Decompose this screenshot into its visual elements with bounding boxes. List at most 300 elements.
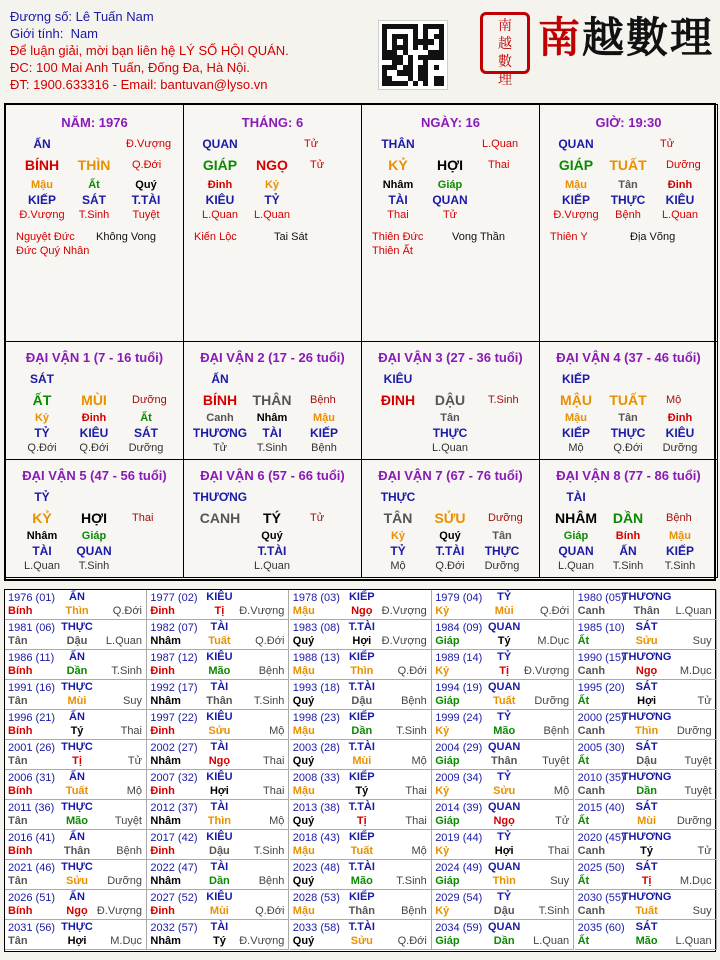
year-state: Mộ <box>411 755 427 767</box>
luck-state: Thai <box>132 512 154 524</box>
year-god: THỰC <box>61 861 93 873</box>
pillar-title: THÁNG: 6 <box>241 115 304 130</box>
year-god: THƯƠNG <box>621 891 672 903</box>
year-label: 2010 (35) <box>577 772 625 784</box>
year-cell <box>5 860 147 890</box>
year-god: T.TÀI <box>348 801 375 813</box>
pillar-cell <box>183 104 362 342</box>
year-god: QUAN <box>487 861 521 873</box>
hidden-state: T.Sinh <box>78 209 110 221</box>
luck-god: TÀI <box>566 490 586 504</box>
luck-god: THƯƠNG <box>192 490 248 504</box>
year-state: L.Quan <box>105 635 142 647</box>
year-cell <box>147 680 289 710</box>
year-stem: Đinh <box>150 605 175 617</box>
year-state: Đ.Vượng <box>239 605 285 617</box>
year-state: Bệnh <box>258 875 285 887</box>
year-branch: Mùi <box>67 695 87 707</box>
year-state: Mộ <box>269 815 285 827</box>
pillar-title: NĂM: 1976 <box>61 115 128 130</box>
year-cell <box>575 710 717 740</box>
year-stem: Quý <box>292 875 315 887</box>
year-state: Đ.Vượng <box>239 935 285 947</box>
year-branch: Mùi <box>352 755 372 767</box>
pillar-title: NGÀY: 16 <box>421 115 480 130</box>
year-stem: Nhâm <box>150 935 181 947</box>
year-cell <box>575 770 717 800</box>
year-label: 1980 (05) <box>577 592 625 604</box>
luck-hidden-god: QUAN <box>76 544 112 558</box>
year-state: Thai <box>547 845 570 857</box>
year-branch: Dần <box>493 935 515 947</box>
year-stem: Kỷ <box>435 725 450 737</box>
luck-hidden-stem: Tân <box>618 412 638 424</box>
year-stem: Tân <box>8 935 28 947</box>
brand-char: 南 <box>537 13 582 62</box>
year-cell <box>290 710 432 740</box>
year-stem: Đinh <box>150 845 175 857</box>
phone-line: ĐT: 1900.633316 - Email: bantuvan@lyso.vn <box>10 77 268 92</box>
year-branch: Dần <box>66 665 88 677</box>
luck-branch: TUẤT <box>609 392 647 408</box>
year-state: L.Quan <box>533 935 570 947</box>
year-branch: Dậu <box>66 635 88 647</box>
year-stem: Mậu <box>292 605 315 617</box>
qr-code[interactable] <box>378 20 448 90</box>
year-state: M.Dục <box>679 665 712 677</box>
year-branch: Sửu <box>350 935 373 947</box>
year-label: 2007 (32) <box>150 772 198 784</box>
luck-stem: KỶ <box>32 510 52 526</box>
earthly-branch: HỢI <box>437 157 463 173</box>
hidden-god: KIẾP <box>27 193 57 207</box>
luck-hidden-god: KIÊU <box>79 426 109 440</box>
year-label: 1987 (12) <box>150 652 198 664</box>
luck-state: Dưỡng <box>488 512 523 524</box>
seal-char: 越 <box>498 36 512 52</box>
year-stem: Giáp <box>435 755 460 767</box>
hidden-state: Bệnh <box>615 209 641 221</box>
year-label: 1979 (04) <box>435 592 483 604</box>
year-god: TÀI <box>210 801 229 813</box>
year-state: Q.Đới <box>255 905 285 917</box>
year-label: 1992 (17) <box>150 682 198 694</box>
year-cell <box>5 710 147 740</box>
year-cell <box>432 680 574 710</box>
year-state: T.Sinh <box>111 665 142 677</box>
luck-title: ĐẠI VẬN 8 (77 - 86 tuổi) <box>556 468 701 483</box>
luck-cycle-cell <box>539 459 718 578</box>
year-label: 1985 (10) <box>577 622 625 634</box>
luck-stem: CANH <box>199 510 241 526</box>
luck-cycle-cell <box>5 341 184 460</box>
year-branch: Tuất <box>492 695 516 707</box>
luck-god: ẤN <box>211 372 229 386</box>
year-cell <box>575 740 717 770</box>
stem-god-label: THÂN <box>381 137 415 151</box>
year-cell <box>5 890 147 920</box>
year-stem: Nhâm <box>150 695 181 707</box>
year-state: Thai <box>405 815 427 827</box>
year-label: 2016 (41) <box>8 832 56 844</box>
year-label: 1989 (14) <box>435 652 483 664</box>
year-label: 1977 (02) <box>150 592 198 604</box>
year-label: 1998 (23) <box>292 712 340 724</box>
year-cell <box>5 650 147 680</box>
year-cell <box>147 830 289 860</box>
year-stem: Quý <box>292 815 315 827</box>
year-god: THỰC <box>61 741 93 753</box>
luck-hidden-state: Q.Đới <box>613 442 643 454</box>
year-cell <box>147 800 289 830</box>
year-state: Tử <box>555 815 570 827</box>
luck-state: Mộ <box>666 394 682 406</box>
year-label: 1991 (16) <box>8 682 56 694</box>
year-branch: Tý <box>640 845 654 857</box>
luck-hidden-stem: Tân <box>492 530 512 542</box>
year-label: 1984 (09) <box>435 622 483 634</box>
year-cell <box>432 770 574 800</box>
year-branch: Ngọ <box>66 905 88 917</box>
year-stem: Đinh <box>150 725 175 737</box>
year-god: KIÊU <box>206 831 233 843</box>
luck-stem: MẬU <box>560 392 592 408</box>
year-stem: Đinh <box>150 905 175 917</box>
year-stem: Quý <box>292 935 315 947</box>
luck-hidden-state: L.Quan <box>557 560 595 572</box>
luck-hidden-state: L.Quan <box>431 442 469 454</box>
luck-state: Dưỡng <box>132 394 167 406</box>
year-god: SÁT <box>635 681 658 693</box>
luck-branch: HỢI <box>81 510 107 526</box>
year-cell <box>5 590 147 620</box>
year-state: T.Sinh <box>396 725 427 737</box>
hidden-stem: Tân <box>618 179 638 191</box>
year-god: ẤN <box>69 591 85 603</box>
luck-title: ĐẠI VẬN 7 (67 - 76 tuổi) <box>378 468 523 483</box>
luck-hidden-stem: Bính <box>615 530 641 542</box>
hidden-state: L.Quan <box>201 209 239 221</box>
year-branch: Tý <box>497 635 511 647</box>
year-branch: Dần <box>636 785 657 797</box>
year-branch: Ngọ <box>351 605 373 617</box>
year-label: 2005 (30) <box>577 742 625 754</box>
year-stem: Canh <box>577 725 606 737</box>
stem-god-label: QUAN <box>558 137 594 151</box>
luck-title: ĐẠI VẬN 1 (7 - 16 tuổi) <box>25 350 164 365</box>
year-god: SÁT <box>635 861 658 873</box>
year-branch: Mão <box>493 725 516 737</box>
luck-title: ĐẠI VẬN 3 (27 - 36 tuổi) <box>378 350 523 365</box>
year-stem: Tân <box>8 635 28 647</box>
year-state: M.Dục <box>679 875 712 887</box>
year-label: 2022 (47) <box>150 862 198 874</box>
year-label: 1981 (06) <box>8 622 56 634</box>
year-cell <box>575 830 717 860</box>
year-branch: Mão <box>350 875 373 887</box>
year-branch: Thìn <box>207 815 231 827</box>
luck-hidden-state: Tử <box>212 442 228 454</box>
year-cell <box>575 680 717 710</box>
year-god: THƯƠNG <box>621 591 672 603</box>
hidden-stem: Kỷ <box>264 179 280 191</box>
year-god: QUAN <box>487 681 521 693</box>
year-god: T.TÀI <box>348 681 375 693</box>
year-stem: Canh <box>577 905 606 917</box>
year-god: THƯƠNG <box>621 651 672 663</box>
year-stem: Mậu <box>292 665 315 677</box>
brand-char: 理 <box>669 13 714 62</box>
luck-hidden-state: Mộ <box>568 442 584 454</box>
year-cell <box>5 740 147 770</box>
year-cell <box>290 920 432 950</box>
year-stem: Canh <box>577 845 606 857</box>
luck-hidden-god: TÀI <box>32 544 52 558</box>
year-cell <box>575 860 717 890</box>
year-label: 2006 (31) <box>8 772 56 784</box>
year-state: Tử <box>697 695 712 707</box>
year-stem: Kỷ <box>435 665 450 677</box>
year-label: 2033 (58) <box>292 922 340 934</box>
year-god: KIẾP <box>348 591 375 603</box>
year-state: Đ.Vượng <box>381 635 427 647</box>
year-cell <box>575 650 717 680</box>
luck-god: SÁT <box>30 372 54 386</box>
luck-hidden-stem: Canh <box>206 412 234 424</box>
year-state: Đ.Vượng <box>96 905 142 917</box>
year-god: QUAN <box>487 621 521 633</box>
seal-char: 南 <box>498 18 512 34</box>
year-branch: Sửu <box>208 725 231 737</box>
luck-title: ĐẠI VẬN 4 (37 - 46 tuổi) <box>556 350 701 365</box>
luck-branch: DẦN <box>612 510 644 526</box>
seal-char: 數 <box>498 54 512 70</box>
year-stem: Ất <box>577 755 590 767</box>
luck-hidden-state: T.Sinh <box>664 560 696 572</box>
luck-hidden-stem: Ất <box>140 412 152 424</box>
year-stem: Tân <box>8 755 28 767</box>
year-state: Đ.Vượng <box>381 605 427 617</box>
yearly-table <box>4 589 716 952</box>
year-cell <box>432 650 574 680</box>
year-stem: Quý <box>292 635 315 647</box>
year-label: 2030 (55) <box>577 892 625 904</box>
year-state: Tuyệt <box>684 755 712 767</box>
year-label: 2013 (38) <box>292 802 340 814</box>
year-cell <box>147 740 289 770</box>
year-stem: Mậu <box>292 845 315 857</box>
heavenly-stem: KỶ <box>388 157 408 173</box>
year-branch: Thân <box>633 605 660 617</box>
year-branch: Tuất <box>350 845 373 857</box>
year-label: 2012 (37) <box>150 802 198 814</box>
luck-hidden-stem: Đinh <box>81 412 107 424</box>
year-cell <box>290 680 432 710</box>
year-state: Bệnh <box>543 725 570 737</box>
branch-state: Q.Đới <box>132 159 162 171</box>
year-state: T.Sinh <box>253 695 285 707</box>
year-cell <box>5 680 147 710</box>
luck-stem: ĐINH <box>380 392 416 408</box>
year-label: 1993 (18) <box>292 682 340 694</box>
year-branch: Thân <box>348 905 375 917</box>
luck-cycle-cell <box>361 341 540 460</box>
year-cell <box>147 890 289 920</box>
stem-state: Tử <box>304 138 319 150</box>
star-left: Đức Quý Nhân <box>16 245 90 257</box>
year-state: L.Quan <box>675 935 712 947</box>
luck-hidden-state: Q.Đới <box>435 560 465 572</box>
year-branch: Dậu <box>209 845 230 857</box>
year-branch: Mùi <box>637 815 657 827</box>
year-god: TÀI <box>210 741 229 753</box>
year-branch: Tị <box>641 875 652 887</box>
luck-hidden-state: L.Quan <box>253 560 291 572</box>
pillar-title: GIỜ: 19:30 <box>595 115 662 130</box>
year-cell <box>290 830 432 860</box>
year-god: TỶ <box>497 771 512 783</box>
luck-hidden-god: THỰC <box>432 426 468 440</box>
year-god: TÀI <box>210 921 229 933</box>
year-state: Q.Đới <box>112 605 142 617</box>
year-label: 2008 (33) <box>292 772 340 784</box>
contact-line: Để luận giải, mời bạn liên hệ LÝ SỐ HỘI QUÁN. <box>10 43 289 58</box>
year-state: Suy <box>692 905 712 917</box>
year-branch: Dậu <box>493 905 515 917</box>
year-cell <box>290 740 432 770</box>
hidden-state: L.Quan <box>253 209 291 221</box>
luck-stem: TÂN <box>383 510 413 526</box>
year-branch: Sửu <box>635 635 658 647</box>
year-state: Bệnh <box>401 695 427 707</box>
pillar-cell <box>5 104 184 342</box>
luck-cycle-cell <box>183 459 362 578</box>
luck-hidden-state: Q.Đới <box>79 442 109 454</box>
year-branch: Tý <box>70 725 84 737</box>
luck-state: Bệnh <box>666 512 692 524</box>
year-branch: Tị <box>72 755 82 767</box>
year-label: 2019 (44) <box>435 832 483 844</box>
year-state: M.Dục <box>110 935 142 947</box>
luck-state: Bệnh <box>310 394 336 406</box>
address-line: ĐC: 100 Mai Anh Tuấn, Đống Đa, Hà Nội. <box>10 60 250 75</box>
year-branch: Tuất <box>208 635 231 647</box>
hidden-stem: Mậu <box>31 179 53 191</box>
year-cell <box>575 590 717 620</box>
stem-state: L.Quan <box>482 138 519 150</box>
year-branch: Dậu <box>351 695 373 707</box>
chart-panel <box>4 103 716 581</box>
year-cell <box>432 740 574 770</box>
year-god: ẤN <box>69 711 85 723</box>
year-stem: Giáp <box>435 695 460 707</box>
year-stem: Ất <box>577 695 590 707</box>
year-label: 2020 (45) <box>577 832 625 844</box>
luck-hidden-state: Dưỡng <box>484 560 520 572</box>
hidden-stem: Đinh <box>207 179 233 191</box>
year-god: THỰC <box>61 621 93 633</box>
gender-label: Giới tính: <box>10 26 64 41</box>
brand-char: 數 <box>625 13 670 62</box>
year-cell <box>147 710 289 740</box>
luck-hidden-stem: Tân <box>440 412 460 424</box>
luck-hidden-god: KIẾP <box>309 426 339 440</box>
year-branch: Tuất <box>65 785 89 797</box>
year-god: THƯƠNG <box>621 771 672 783</box>
year-god: KIÊU <box>206 591 233 603</box>
year-state: Suy <box>692 635 712 647</box>
stem-state: Tử <box>660 138 675 150</box>
luck-hidden-stem: Kỷ <box>34 412 50 424</box>
year-god: TÀI <box>210 861 229 873</box>
hidden-state: Tử <box>442 209 458 221</box>
year-cell <box>290 860 432 890</box>
year-cell <box>432 920 574 950</box>
luck-hidden-god: ẤN <box>619 544 637 558</box>
year-cell <box>290 650 432 680</box>
year-god: SÁT <box>635 801 658 813</box>
year-label: 2015 (40) <box>577 802 625 814</box>
year-cell <box>147 620 289 650</box>
luck-cycle-cell <box>539 341 718 460</box>
luck-stem: NHÂM <box>555 510 597 526</box>
stem-state: Đ.Vượng <box>126 138 172 150</box>
luck-hidden-stem: Nhâm <box>256 412 288 424</box>
hidden-god: QUAN <box>432 193 468 207</box>
year-stem: Đinh <box>150 785 175 797</box>
year-stem: Kỷ <box>435 845 450 857</box>
hidden-god: THỰC <box>610 193 646 207</box>
year-label: 1994 (19) <box>435 682 483 694</box>
year-god: TÀI <box>210 681 229 693</box>
year-cell <box>432 590 574 620</box>
year-cell <box>432 860 574 890</box>
year-god: TỶ <box>497 831 512 843</box>
year-branch: Sửu <box>493 785 516 797</box>
year-stem: Ất <box>577 635 590 647</box>
year-branch: Mão <box>208 665 231 677</box>
earthly-branch: TUẤT <box>609 157 647 173</box>
year-god: THỰC <box>61 801 93 813</box>
brand-char: 越 <box>581 13 626 62</box>
name-value: Lê Tuấn Nam <box>75 9 154 24</box>
luck-cycle-cell <box>5 459 184 578</box>
year-state: Q.Đới <box>397 935 427 947</box>
year-god: TÀI <box>210 621 229 633</box>
year-label: 2018 (43) <box>292 832 340 844</box>
year-cell <box>5 830 147 860</box>
hidden-god: KIÊU <box>205 193 235 207</box>
year-branch: Hợi <box>494 845 514 857</box>
year-god: TỶ <box>497 711 512 723</box>
branch-state: Tử <box>310 159 325 171</box>
year-god: ẤN <box>69 891 85 903</box>
year-branch: Dần <box>351 725 373 737</box>
hidden-god: SÁT <box>82 193 106 207</box>
year-stem: Quý <box>292 755 315 767</box>
year-god: ẤN <box>69 651 85 663</box>
luck-title: ĐẠI VẬN 2 (17 - 26 tuổi) <box>200 350 345 365</box>
year-label: 2034 (59) <box>435 922 483 934</box>
year-god: KIẾP <box>348 771 375 783</box>
luck-hidden-state: Dưỡng <box>128 442 164 454</box>
year-cell <box>432 710 574 740</box>
year-state: Tử <box>127 755 142 767</box>
year-cell <box>147 770 289 800</box>
earthly-branch: NGỌ <box>256 157 288 173</box>
year-god: THƯƠNG <box>621 831 672 843</box>
seal-char: 理 <box>498 72 512 88</box>
